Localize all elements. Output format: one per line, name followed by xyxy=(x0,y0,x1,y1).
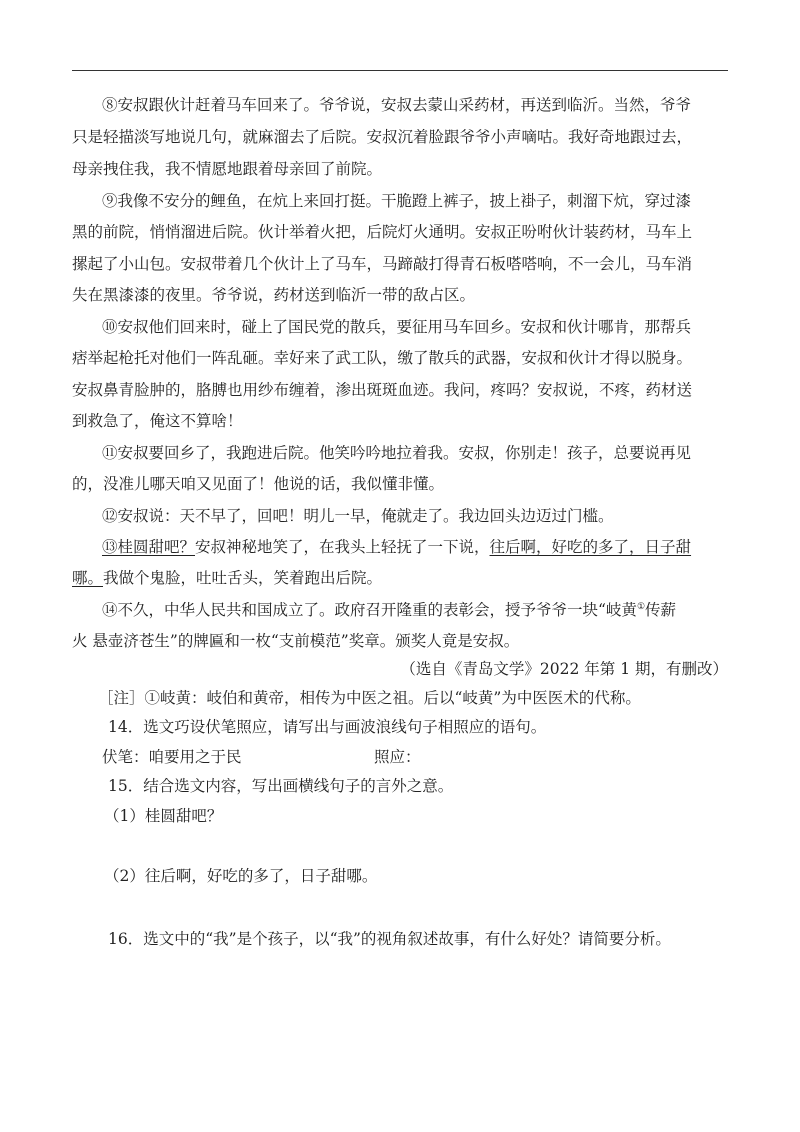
para13-line2 xyxy=(72,568,728,588)
q15-sub1: （1）桂圆甜吧？ xyxy=(104,807,223,825)
underlined-sentence-2b: 哪。 xyxy=(72,569,104,587)
q14-zhaoying: 照应： xyxy=(374,748,421,766)
question-14: 14．选文巧设伏笔照应，请写出与画波浪线句子相照应的语句。 xyxy=(108,718,547,736)
para8-line2: 只是轻描淡写地说几句，就麻溜去了后院。安叔沉着脸跟爷爷小声嘀咕。我好奇地跟过去， xyxy=(72,128,693,146)
footnote-marker: ① xyxy=(636,601,646,612)
underlined-sentence-1: ⑬桂圆甜吧？ xyxy=(102,538,196,556)
para11-line2: 的，没准儿哪天咱又见面了！他说的话，我似懂非懂。 xyxy=(72,475,445,493)
para13-line1 xyxy=(102,537,728,557)
para14-line2: 火 悬壶济苍生”的牌匾和一枚“支前模范”奖章。颁奖人竟是安叔。 xyxy=(72,632,520,650)
para8-line3: 母亲拽住我，我不情愿地跟着母亲回了前院。 xyxy=(72,160,383,178)
question-15: 15．结合选文内容，写出画横线句子的言外之意。 xyxy=(108,777,454,795)
para10-line1: ⑩安叔他们回来时，碰上了国民党的散兵，要征用马车回乡。安叔和伙计哪肯，那帮兵 xyxy=(102,318,692,336)
para8-line1: ⑧安叔跟伙计赶着马车回来了。爷爷说，安叔去蒙山采药材，再送到临沂。当然，爷爷 xyxy=(102,96,692,114)
para10-line2: 痞举起枪托对他们一阵乱砸。幸好来了武工队，缴了散兵的武器，安叔和伙计才得以脱身。 xyxy=(72,349,693,367)
q15-sub2: （2）往后啊，好吃的多了，日子甜哪。 xyxy=(104,867,378,885)
para9-line3: 摞起了小山包。安叔带着几个伙计上了马车，马蹄敲打得青石板嗒嗒响，不一会儿，马车消 xyxy=(72,255,693,273)
footnote: ［注］①岐黄：岐伯和黄帝，相传为中医之祖。后以“岐黄”为中医医术的代称。 xyxy=(98,689,641,707)
para14-line1 xyxy=(102,600,728,620)
q14-fubi: 伏笔：咱要用之于民 xyxy=(102,748,242,766)
para11-line1: ⑪安叔要回乡了，我跑进后院。他笑吟吟地拉着我。安叔，你别走！孩子，总要说再见 xyxy=(102,444,692,462)
para13-text-1: 安叔神秘地笑了，在我头上轻抚了一下说， xyxy=(195,538,490,556)
para10-line4: 到救急了，俺这不算啥！ xyxy=(72,412,243,430)
header-rule xyxy=(72,70,728,71)
para9-line1: ⑨我像不安分的鲤鱼，在炕上来回打挺。干脆蹬上裤子，披上褂子，刺溜下炕，穿过漆 xyxy=(102,192,692,210)
para9-line2: 黑的前院，悄悄溜进后院。伙计举着火把，后院灯火通明。安叔正吩咐伙计装药材，马车上 xyxy=(72,223,693,241)
para14-text-a: ⑭不久，中华人民共和国成立了。政府召开隆重的表彰会，授予爷爷一块“岐黄 xyxy=(102,601,637,619)
para9-line4: 失在黑漆漆的夜里。爷爷说，药材送到临沂一带的敌占区。 xyxy=(72,286,476,304)
source-citation: （选自《青岛文学》2022 年第 1 期，有删改） xyxy=(400,660,728,678)
underlined-sentence-2a: 往后啊，好吃的多了，日子甜 xyxy=(489,538,692,556)
question-16: 16．选文中的“我”是个孩子，以“我”的视角叙述故事，有什么好处？请简要分析。 xyxy=(108,930,671,948)
para12-line1: ⑫安叔说：天不早了，回吧！明儿一早，俺就走了。我边回头边迈过门槛。 xyxy=(102,507,614,525)
para10-line3: 安叔鼻青脸肿的，胳膊也用纱布缠着，渗出斑斑血迹。我问，疼吗？安叔说，不疼，药材送 xyxy=(72,381,693,399)
para14-text-b: 传薪 xyxy=(645,601,677,619)
para13-text-2: 我做个鬼脸，吐吐舌头，笑着跑出后院。 xyxy=(103,569,383,587)
